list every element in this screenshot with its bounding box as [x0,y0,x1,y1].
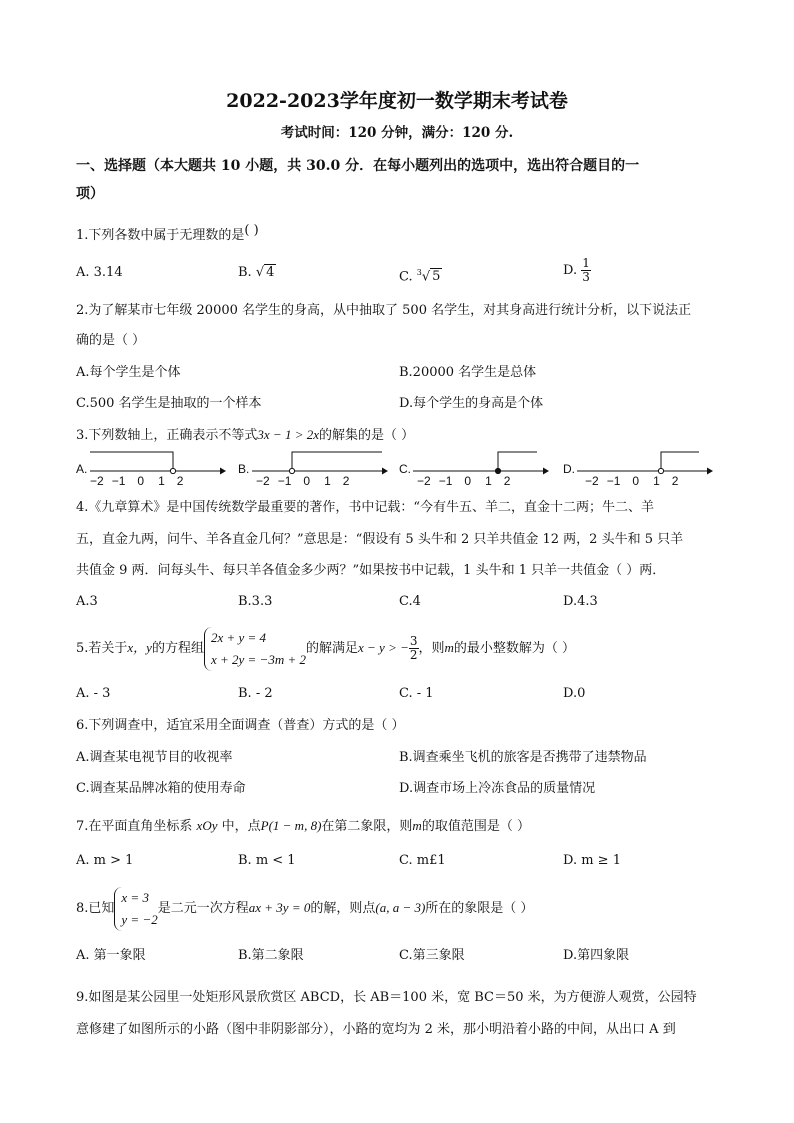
tick-label: 0 [464,474,472,488]
variables: x，y [127,640,152,655]
exam-subtitle: 考试时间：120 分钟，满分：120 分. [280,125,514,141]
tick-label: 0 [632,474,640,488]
option-label: D. [563,462,575,476]
solution-system [114,887,157,931]
tick-label: −2 [256,474,270,488]
tick-label: −1 [111,474,126,488]
equation-2: y = −2 [121,911,158,927]
coordinate-system: xOy [196,818,218,833]
question-8-text-mid2: 的解，则点 [310,901,376,916]
point-p: P(1 − m, 8) [260,818,322,833]
equation-2: x + 2y = −3m + 2 [210,651,306,667]
q6-option-b: B.调查乘坐飞机的旅客是否携带了违禁物品 [399,750,647,765]
question-6-stem: 6.下列调查中，适宜采用全面调查（普查）方式的是（ ） [76,718,405,733]
q7-option-c: C. m£1 [399,853,446,868]
tick-label: 1 [485,474,492,488]
tick-labels-b [256,474,349,488]
question-5-text-mid2: 的解满足 [306,641,359,656]
tick-labels-c [417,474,510,488]
q4-option-c: C.4 [399,594,421,609]
condition: x − y > − [358,640,409,655]
tick-labels-d [585,474,678,488]
question-9-line2: 意修建了如图所示的小路（图中非阴影部分），小路的宽均为 2 米，那小明沿着小路的中间，从出口 A 到 [76,1022,676,1037]
question-4-line1: 4.《九章算术》是中国传统数学最重要的著作，书中记载：“今有牛五、羊二，直金十二两；牛二、羊 [76,500,655,515]
question-7-text: 7.在平面直角坐标系 [76,819,193,834]
q5-option-a: A. - 3 [76,686,111,701]
q5-option-d: D.0 [563,686,586,701]
q1-option-c [399,265,442,285]
question-2-line2: 确的是（ ） [76,333,146,348]
equation-1: x = 3 [121,889,149,905]
question-3-text-end: 的解集的是（ ） [319,428,415,443]
q6-option-c: C.调查某品牌冰箱的使用寿命 [76,781,246,796]
tick-label: −1 [277,474,292,488]
tick-label: −2 [90,474,104,488]
sqrt-sign: √ [255,265,265,280]
q8-option-c: C.第三象限 [399,948,465,963]
question-8-text-end: 所在的象限是（ ） [425,901,534,916]
section-heading-line1: 一、选择题（本大题共 10 小题，共 30.0 分．在每小题列出的选项中，选出符合题目的一 [76,158,640,174]
question-1-text: 1.下列各数中属于无理数的是 [76,228,245,243]
question-5-stem [76,624,575,673]
q6-option-a: A.调查某电视节目的收视率 [76,750,233,765]
question-7-stem [76,818,530,835]
tick-label: 2 [342,474,350,488]
tick-label: −1 [606,474,621,488]
section-heading [76,152,716,208]
question-7-text-mid2: 在第二象限，则 [321,819,413,834]
q7-option-b: B. m < 1 [238,853,296,868]
fraction-denominator: 2 [409,648,418,662]
q8-option-a: A. 第一象限 [76,948,146,963]
option-label: C. [399,462,411,476]
question-8-text: 8.已知 [76,901,115,916]
q8-option-d: D.第四象限 [563,948,630,963]
q2-option-d: D.每个学生的身高是个体 [399,396,544,411]
tick-label: 0 [137,474,145,488]
root-index: 3 [416,268,422,277]
question-5-text: 5.若关于 [76,641,128,656]
question-5-text-mid: 的方程组 [151,641,204,656]
linear-equation: ax + 3y = 0 [248,900,311,915]
q7-option-d: D. m ≥ 1 [563,853,621,868]
q5-option-b: B. - 2 [238,686,273,701]
tick-label: 2 [503,474,511,488]
tick-labels-a [90,474,183,488]
question-8-text-mid: 是二元一次方程 [157,901,249,916]
fraction-numerator: 3 [409,634,418,648]
equation-system [204,627,306,671]
tick-label: −1 [438,474,453,488]
fraction-denominator: 3 [582,270,590,284]
question-4-line2: 五，直金九两，问牛、羊各直金几何？”意思是：“假设有 5 头牛和 2 只羊共值金 12 两，2 头牛和 5 只羊 [76,532,684,547]
tick-label: 1 [324,474,331,488]
q1-option-b [238,265,276,281]
question-5-text-mid3: ，则 [418,641,445,656]
q2-option-b: B.20000 名学生是总体 [399,365,537,380]
q5-option-c: C. - 1 [399,686,434,701]
question-7-text-mid: 中，点 [221,819,261,834]
tick-label: 1 [653,474,660,488]
q2-option-a: A.每个学生是个体 [76,365,181,380]
q4-option-b: B.3.3 [238,594,273,609]
tick-label: 2 [176,474,184,488]
tick-label: 2 [671,474,679,488]
tick-label: 0 [303,474,311,488]
variable-m: m [444,640,454,655]
exam-title: 2022-2023学年度初一数学期末考试卷 [226,90,568,112]
tick-label: −2 [417,474,431,488]
option-label: B. [238,462,250,476]
question-7-text-end: 的取值范围是（ ） [421,819,530,834]
question-8-stem [76,884,533,933]
question-5-text-end: 的最小整数解为（ ） [453,641,576,656]
q6-option-d: D.调查市场上冷冻食品的质量情况 [399,781,596,796]
equation-1: 2x + y = 4 [210,629,267,645]
tick-label: 1 [158,474,165,488]
q4-option-a: A.3 [76,594,98,609]
fraction-numerator: 1 [582,256,590,270]
q4-option-d: D.4.3 [563,594,598,609]
question-1-paren: ( ) [244,223,259,238]
question-9-line1: 9.如图是某公园里一处矩形风景欣赏区 ABCD，长 AB＝100 米，宽 BC＝50 米，为方便游人观赏，公园特 [76,990,697,1005]
q1-option-a: A. 3.14 [76,265,123,280]
question-2-line1: 2.为了解某市七年级 20000 名学生的身高，从中抽取了 500 名学生，对其身高进行统计分析，以下说法正 [76,303,692,318]
inequality: 3x − 1 > 2x [257,427,319,442]
q2-option-c: C.500 名学生是抽取的一个样本 [76,396,262,411]
question-3-stem [76,427,414,444]
variable-m: m [412,818,422,833]
q1-option-c-radicand: 5 [432,269,441,285]
q8-option-b: B.第二象限 [238,948,304,963]
question-4-line3: 共值金 9 两．问每头牛、每只羊各值金多少两？”如果按书中记载，1 头牛和 1 只羊一共值金（ ）两． [76,563,666,578]
tick-label: −2 [585,474,599,488]
q1-option-b-label: B. [238,265,256,280]
q1-option-c-label: C. [399,269,417,285]
sqrt-sign: √ [421,269,431,285]
question-3-text: 3.下列数轴上，正确表示不等式 [76,428,258,443]
point: (a, a − 3) [375,900,426,915]
q1-option-d [563,257,591,284]
q1-option-b-radicand: 4 [266,265,275,280]
question-1-stem [76,223,259,244]
option-label: A. [76,462,88,476]
section-heading-line2: 项） [76,186,104,202]
q7-option-a: A. m > 1 [76,853,134,868]
q1-option-d-label: D. [563,263,582,278]
